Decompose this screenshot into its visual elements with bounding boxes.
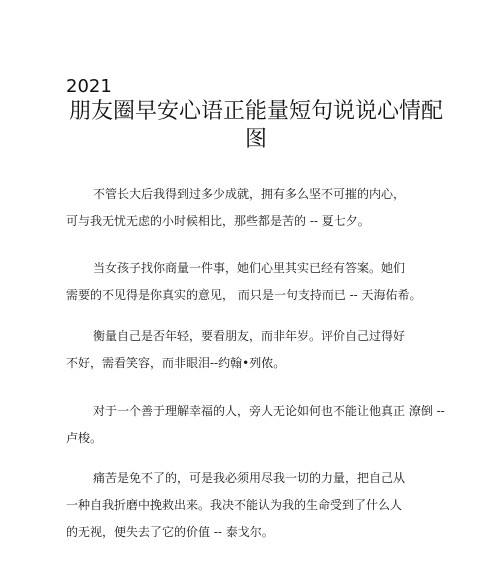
paragraph-3	[66, 323, 436, 377]
paragraph-line: 卢梭。	[66, 431, 103, 445]
paragraph-line: 需要的不见得是你真实的意见， 而只是一句支持而已 -- 天海佑希。	[66, 288, 422, 302]
paragraph-line: 一种自我折磨中挽救出来。我决不能认为我的生命受到了什么人	[66, 498, 403, 512]
year-label: 2021	[66, 76, 112, 97]
document-title-line-1: 朋友圈早安心语正能量短句说说心情配	[68, 99, 443, 124]
paragraph-line: 痛苦是免不了的，可是我必须用尽我一切的力量，把自己从	[93, 471, 406, 485]
paragraph-line: 的无视，便失去了它的价值 -- 泰戈尔。	[66, 525, 274, 539]
paragraph-1	[66, 181, 436, 235]
title-block	[66, 76, 446, 154]
paragraph-line: 对于一个善于理解幸福的人，旁人无论如何也不能让他真正 潦倒 --	[93, 404, 445, 418]
paragraph-line: 衡量自己是否年轻，要看朋友，而非年岁。评价自己过得好	[93, 329, 406, 343]
paragraph-4	[66, 398, 445, 452]
paragraph-line: 不管长大后我得到过多少成就，拥有多么坚不可摧的内心，	[93, 187, 406, 201]
paragraph-2	[66, 255, 436, 309]
paragraph-line: 当女孩子找你商量一件事，她们心里其实已经有答案。她们	[93, 261, 406, 275]
document-title-line-2: 图	[244, 127, 267, 152]
paragraph-5	[66, 465, 436, 546]
paragraph-line: 可与我无忧无虑的小时候相比，那些都是苦的 -- 夏七夕。	[66, 214, 370, 228]
paragraph-line: 不好，需看笑容，而非眼泪--约翰•列侬。	[66, 356, 286, 370]
